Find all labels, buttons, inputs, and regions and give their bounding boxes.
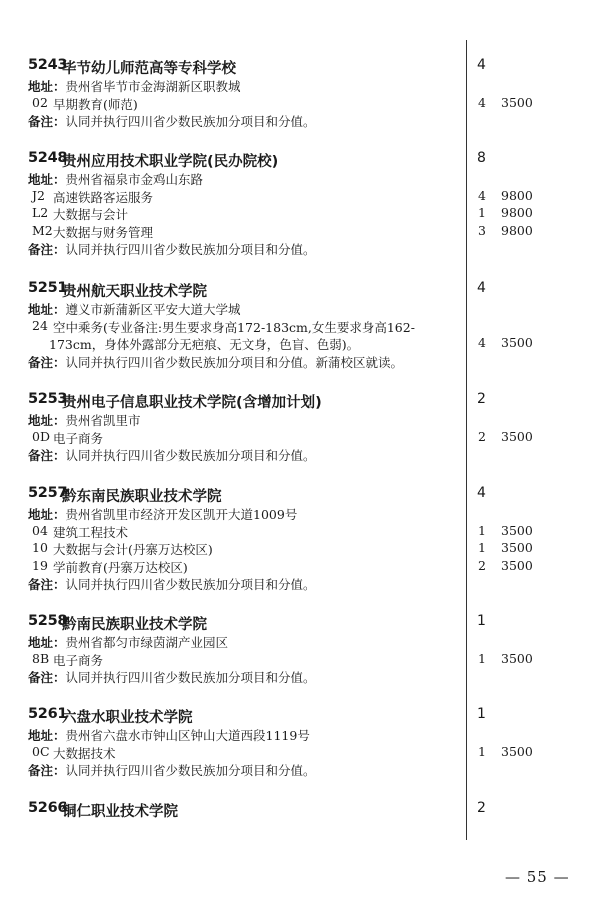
school-entry (28, 800, 588, 820)
address-label: 地址： (28, 635, 66, 650)
school-name: 黔东南民族职业技术学院 (62, 489, 222, 505)
school-entry (28, 613, 588, 686)
major-plan: 1 (478, 522, 486, 538)
major-plan: 4 (478, 187, 486, 203)
major-plan: 4 (478, 335, 486, 350)
school-plan: 1 (477, 706, 486, 722)
major-name: 学前教育(丹寨万达校区) (53, 559, 188, 575)
school-plan: 2 (477, 800, 486, 816)
major-name: 大数据与财务管理 (53, 224, 154, 240)
major-row (28, 95, 588, 113)
major-fee: 9800 (501, 205, 533, 220)
address-text: 贵州省六盘水市钟山区钟山大道西段1119号 (65, 728, 310, 743)
school-name: 贵州应用技术职业学院(民办院校) (62, 154, 279, 170)
school-entry (28, 150, 588, 258)
address-text: 贵州省凯里市经济开发区凯开大道1009号 (65, 507, 298, 522)
major-fee: 3500 (501, 428, 533, 444)
major-name-continued: 173cm，身体外露部分无疤痕、无文身，色盲、色弱)。 (49, 337, 360, 352)
major-code: J2 (32, 187, 45, 203)
address-line (28, 633, 588, 651)
school-code: 5266 (28, 800, 68, 816)
remark-line (28, 112, 588, 130)
major-fee: 3500 (501, 557, 533, 573)
remark-label: 备注： (28, 242, 66, 257)
remark-line (28, 446, 588, 464)
major-name: 大数据与会计(丹寨万达校区) (53, 542, 213, 557)
major-name: 大数据与会计 (53, 207, 129, 222)
major-name: 空中乘务(专业备注:男生要求身高172-183cm,女生要求身高162- (53, 319, 415, 335)
major-row (28, 651, 588, 669)
major-row (28, 429, 588, 447)
major-fee: 3500 (501, 650, 533, 666)
major-plan: 4 (478, 94, 486, 110)
major-code: 0D (32, 428, 50, 444)
major-plan: 1 (478, 205, 486, 220)
major-row (28, 318, 588, 336)
major-fee: 9800 (501, 222, 533, 238)
major-fee: 3500 (501, 522, 533, 538)
school-code: 5258 (28, 613, 68, 629)
school-plan: 8 (477, 150, 486, 166)
school-entry (28, 485, 588, 593)
remark-text: 认同并执行四川省少数民族加分项目和分值。 (65, 670, 316, 685)
major-code: 19 (32, 557, 48, 573)
address-line (28, 505, 588, 523)
major-row (28, 188, 588, 206)
major-name: 大数据技术 (53, 745, 116, 761)
address-text: 贵州省福泉市金鸡山东路 (65, 172, 204, 187)
remark-text: 认同并执行四川省少数民族加分项目和分值。 (65, 763, 316, 778)
major-name: 早期教育(师范) (53, 96, 138, 112)
major-plan: 1 (478, 540, 486, 555)
address-label: 地址： (28, 728, 66, 743)
remark-line (28, 575, 588, 593)
major-row (28, 558, 588, 576)
major-fee: 3500 (501, 335, 533, 350)
remark-label: 备注： (28, 354, 66, 370)
major-code: 02 (32, 94, 48, 110)
major-code: 0C (32, 743, 50, 759)
remark-text: 认同并执行四川省少数民族加分项目和分值。 (65, 448, 316, 463)
major-name: 电子商务 (53, 652, 104, 668)
major-plan: 2 (478, 428, 486, 444)
page-number: — 55 — (505, 868, 570, 886)
major-code: 04 (32, 522, 48, 538)
address-label: 地址： (28, 302, 66, 317)
address-line (28, 77, 588, 95)
school-name: 贵州电子信息职业技术学院(含增加计划) (62, 395, 322, 411)
school-code: 5248 (28, 150, 68, 166)
school-entry (28, 706, 588, 779)
remark-line (28, 761, 588, 779)
address-text: 贵州省都匀市绿茵湖产业园区 (65, 635, 229, 650)
address-label: 地址： (28, 507, 66, 522)
address-label: 地址： (28, 79, 66, 94)
remark-line (28, 668, 588, 686)
address-text: 贵州省毕节市金海湖新区职教城 (65, 79, 241, 94)
remark-text: 认同并执行四川省少数民族加分项目和分值。新蒲校区就读。 (65, 354, 404, 370)
major-plan: 1 (478, 743, 486, 759)
remark-text: 认同并执行四川省少数民族加分项目和分值。 (65, 114, 316, 129)
school-plan: 1 (477, 613, 486, 629)
school-plan: 4 (477, 57, 486, 73)
remark-line (28, 353, 588, 371)
school-code: 5253 (28, 391, 68, 407)
major-name: 电子商务 (53, 430, 104, 446)
major-code: 8B (32, 650, 50, 666)
school-code: 5243 (28, 57, 68, 73)
school-plan: 2 (477, 391, 486, 407)
remark-label: 备注： (28, 448, 66, 463)
major-code: 24 (32, 317, 48, 333)
address-text: 遵义市新蒲新区平安大道大学城 (65, 302, 241, 317)
major-row (28, 540, 588, 558)
major-row-continued (28, 335, 588, 353)
remark-line (28, 240, 588, 258)
address-text: 贵州省凯里市 (65, 413, 141, 428)
remark-text: 认同并执行四川省少数民族加分项目和分值。 (65, 242, 316, 257)
major-fee: 3500 (501, 540, 533, 555)
school-name: 贵州航天职业技术学院 (62, 284, 207, 300)
school-name: 黔南民族职业技术学院 (62, 617, 207, 633)
major-name: 高速铁路客运服务 (53, 189, 154, 205)
major-code: 10 (32, 540, 48, 555)
school-name: 铜仁职业技术学院 (62, 804, 178, 820)
remark-label: 备注： (28, 577, 66, 592)
address-line (28, 300, 588, 318)
address-line (28, 726, 588, 744)
remark-text: 认同并执行四川省少数民族加分项目和分值。 (65, 577, 316, 592)
school-entry (28, 280, 588, 370)
remark-label: 备注： (28, 114, 66, 129)
major-row (28, 523, 588, 541)
remark-label: 备注： (28, 763, 66, 778)
major-row (28, 205, 588, 223)
major-fee: 3500 (501, 743, 533, 759)
school-name: 毕节幼儿师范高等专科学校 (62, 61, 236, 77)
school-entry (28, 57, 588, 130)
major-fee: 9800 (501, 187, 533, 203)
school-plan: 4 (477, 280, 486, 296)
school-name: 六盘水职业技术学院 (62, 710, 193, 726)
remark-label: 备注： (28, 670, 66, 685)
major-row (28, 744, 588, 762)
school-code: 5261 (28, 706, 68, 722)
major-code: M2 (32, 222, 53, 238)
address-line (28, 170, 588, 188)
address-label: 地址： (28, 413, 66, 428)
school-plan: 4 (477, 485, 486, 501)
school-entry (28, 391, 588, 464)
major-plan: 3 (478, 222, 486, 238)
major-row (28, 223, 588, 241)
major-plan: 2 (478, 557, 486, 573)
major-name: 建筑工程技术 (53, 524, 129, 540)
major-plan: 1 (478, 650, 486, 666)
major-code: L2 (32, 205, 49, 220)
school-code: 5251 (28, 280, 68, 296)
address-label: 地址： (28, 172, 66, 187)
address-line (28, 411, 588, 429)
major-fee: 3500 (501, 94, 533, 110)
school-code: 5257 (28, 485, 68, 501)
